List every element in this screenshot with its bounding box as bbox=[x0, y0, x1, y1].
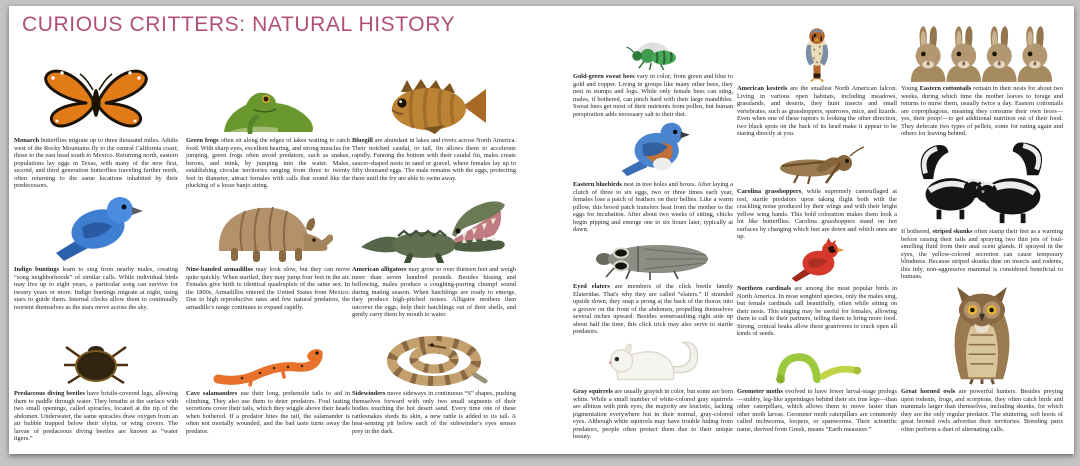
caption-lead: Monarch bbox=[14, 137, 40, 144]
caption-lead: Great horned owls bbox=[901, 388, 956, 395]
caption-body: are members of the click beetle family Elateridae. That's why they are called “elaters.” If stranded upside down, they snap a prong at the back of the thorax into a groove on the front of the abdomen, propelling themselves several inches upward. Besides somersaulting right side up about half the time, this click trick may also serve to startle predators. bbox=[573, 283, 734, 336]
caption-lead: Cave salamanders bbox=[186, 390, 238, 397]
entry-caption bbox=[901, 85, 1063, 138]
entry-caption bbox=[352, 390, 516, 435]
american-alligator-image bbox=[352, 188, 516, 263]
caption-lead: striped skunks bbox=[932, 228, 973, 235]
caption-lead: Gray squirrels bbox=[573, 388, 613, 395]
caption-body: butterflies migrate up to three thousand miles. Adults west of the Rocky Mountains fly to the central California coast; those to the east head south to Mexico. Returning north, eastern populations lay eggs in Texas, with many of the new first, second, and third generation butterflies traveling farther north, often returning to the same locations inhabited by their predecessors. bbox=[14, 137, 178, 190]
entry-caption bbox=[901, 388, 1063, 433]
entry-caption bbox=[14, 266, 178, 311]
entry-eyed-elaters bbox=[573, 230, 733, 336]
striped-skunks-image bbox=[901, 134, 1063, 225]
entry-monarch bbox=[14, 48, 178, 190]
entry-armadillos bbox=[186, 188, 350, 311]
entry-caption bbox=[737, 188, 897, 241]
caption-body: , while supremely camouflaged at rest, startle predators upon taking flight both with the crackling noise produced by their wings and with their bright yellow wing bands. This bold coloration makes them look a lot like butterflies. Carolina grasshoppers stand on hot surfaces by changing which feet are down and which ones are up. bbox=[737, 188, 898, 241]
entry-bluegill bbox=[352, 48, 516, 182]
caption-body: have bristle-covered legs, allowing them to paddle through water. They breathe at the surface with two small openings, called spiracles, located at the tip of the abdomen. Underwater, the same spiracles draw oxygen from an air bubble trapped below their elytra, or wing covers. The larvae of predaceous diving beetles are known as “water tigers.” bbox=[14, 390, 178, 443]
american-kestrel-image bbox=[737, 26, 897, 82]
caption-body: are powerful hunters. Besides preying upon rodents, frogs, and scorpions, they often catch birds and mammals larger than themselves, including skunks, for which they are the only regular predator. The stuttering, soft hoots of great horned owls advertise their territories. Breeding pairs often perform a duet of alternating calls. bbox=[901, 388, 1064, 433]
caption-pre: Young bbox=[901, 85, 920, 92]
entry-sweat-bees bbox=[573, 38, 733, 118]
caption-body: often sit along the edges of lakes waiting to catch food. With sharp eyes, excellent hearing, and strong muscles for jumping, green frogs often avoid predators, such as snakes, herons, and mink, by jumping into the water. Males, establishing circular territories ranging from three to twenty feet in diameter, attract females with calls that sound like the plucking of a loose banjo string. bbox=[186, 137, 350, 190]
entry-caption bbox=[186, 390, 350, 435]
carolina-grasshopper-image bbox=[737, 138, 897, 185]
caption-lead: Geometer moths bbox=[737, 388, 783, 395]
entry-indigo-buntings bbox=[14, 188, 178, 311]
caption-body: are among the most popular birds in North America. In most songbird species, only the males sing, but female cardinals call beautifully, often while sitting on their nests. This singing may be useful for females, allowing them to call to their partners, telling them to bring more food. Strong, conical beaks allow these granivores to crack open all kinds of seeds. bbox=[737, 285, 897, 338]
monarch-butterfly-image bbox=[14, 48, 178, 134]
caption-lead: Eastern bluebirds bbox=[573, 181, 622, 188]
entry-caption bbox=[737, 285, 897, 338]
entry-caption bbox=[737, 388, 897, 433]
entry-caption bbox=[14, 390, 178, 443]
entry-green-frogs bbox=[186, 48, 350, 190]
entry-caption bbox=[573, 73, 733, 118]
caption-lead: American alligators bbox=[352, 266, 407, 273]
caption-lead: Bluegill bbox=[352, 137, 373, 144]
entry-cottontails bbox=[901, 24, 1063, 138]
caption-body: learn to sing from nearby males, creating “song neighborhoods” of similar calls. While individual birds may live up to eight years, a particular song can survive for twenty years or more. Indigo buntings migrate at night, using stars to guide them. Internal clocks allow them to continually reorient themselves as the stars move across the sky. bbox=[14, 266, 178, 311]
entry-cave-salamanders bbox=[186, 312, 350, 435]
caption-body: often stamp their feet as a warning before raising their tails and spraying two thin jets of foul-smelling fluid from their anal scent glands. If sprayed in the eyes, the yellow-colored secretion can cause temporary blindness. Because striped skunks dine on insects and rodents, this tidy, non-aggressive mammal is considered beneficial to humans. bbox=[901, 228, 1063, 281]
eyed-elater-beetle-image bbox=[573, 230, 733, 280]
caption-body: move sideways in continuous “S” shapes, pushing themselves forward with only two small segments of their bodies touching the hot desert sand. Every time one of these rattlesnakes sheds its skin, a new rattle is added to its tail. A heat-sensing pit below each of the sidewinder's eyes senses prey in the dark. bbox=[352, 390, 516, 435]
caption-lead: Eyed elaters bbox=[573, 283, 610, 290]
caption-body: use their long, prehensile tails to aid in climbing. They also use them to deter predators. Foul tasting secretions cover their tails, which they wiggle above their heads when bothered. If a predator bites the tail, the salamander is often not mortally wounded, and the bad taste turns away the predator. bbox=[186, 390, 350, 435]
entry-caption bbox=[573, 283, 733, 336]
entry-skunks bbox=[901, 134, 1063, 281]
caption-pre: If bothered, bbox=[901, 228, 933, 235]
eastern-cottontail-rabbits-image bbox=[901, 24, 1063, 82]
entry-caption bbox=[186, 266, 350, 311]
caption-body: may grow to over thirteen feet and weigh more than seven hundred pounds. Besides hissing and bellowing, males produce a coughing-purring chumpf sound during mating season. When hatchlings are ready to emerge, they produce high-pitched noises. Alligator mothers then uncover the eggs, help their hatchlings out of their shells, and gently carry them by mouth to water. bbox=[352, 266, 516, 319]
caption-body: vary in color, from green and blue to gold and copper. Living in groups like many other bees, they nest in stumps and logs. While only female bees can sting, males, if bothered, can pinch hard with their large mandibles. Sweat bees get most of their nutrients from pollen, but human perspiration adds necessary salt to their diet. bbox=[573, 73, 733, 118]
caption-lead: Green frogs bbox=[186, 137, 219, 144]
caption-lead: Predaceous diving beetles bbox=[14, 390, 85, 397]
entry-sidewinders bbox=[352, 312, 516, 435]
entry-caption bbox=[573, 181, 733, 234]
entry-kestrels bbox=[737, 26, 897, 138]
entry-diving-beetles bbox=[14, 312, 178, 443]
northern-cardinal-image bbox=[737, 236, 897, 282]
gold-green-sweat-bee-image bbox=[573, 38, 733, 70]
entry-caption bbox=[901, 228, 1063, 281]
great-horned-owl-image bbox=[901, 282, 1063, 385]
caption-lead: Nine-banded armadillos bbox=[186, 266, 254, 273]
eastern-bluebird-image bbox=[573, 118, 733, 178]
caption-lead: Indigo buntings bbox=[14, 266, 59, 273]
entry-bluebirds bbox=[573, 118, 733, 234]
green-frog-image bbox=[186, 48, 350, 134]
entry-geometer-moths bbox=[737, 336, 897, 433]
caption-lead: Carolina grasshoppers bbox=[737, 188, 802, 195]
nine-banded-armadillo-image bbox=[186, 188, 350, 263]
white-gray-squirrel-image bbox=[573, 334, 733, 385]
entry-caption bbox=[737, 85, 897, 138]
entry-caption bbox=[186, 137, 350, 190]
caption-body: are the smallest North American falcon. Living in various open habitats, including meadows, grasslands, and deserts, they hunt insects and small vertebrates, such as grasshoppers, sparrows, mice, and lizards. Even when one of these raptors is looking the other direction, two black spots on the back of its head make it appear to be staring directly at you. bbox=[737, 85, 897, 138]
entry-caption bbox=[352, 266, 516, 319]
entry-caption bbox=[14, 137, 178, 190]
entry-cardinals bbox=[737, 236, 897, 338]
cave-salamander-image bbox=[186, 312, 350, 387]
caption-body: remain in their nests for about two weeks, during which time the mother leaves to forage and returns to nurse them, usually twice a day. Eastern cottontails are coprophagous, meaning they consume their own feces—yes, their poop!—to get additional nutrition out of their food. They defecate two types of pellets, some for eating again and others for leaving behind. bbox=[901, 85, 1064, 138]
entry-horned-owls bbox=[901, 282, 1063, 433]
entry-grasshoppers bbox=[737, 138, 897, 241]
sidewinder-rattlesnake-image bbox=[352, 312, 516, 387]
caption-body: nest in tree holes and boxes. After laying a clutch of three to six eggs, two or three times each year, females lose a patch of feathers on their bellies. Like a warm pillow, this brood patch transfers heat from the mother to the eggs for incubation. After about two weeks of sitting, chicks begin pipping and emerge one to six hours later, typically at dawn. bbox=[573, 181, 733, 234]
caption-body: may look slow, but they can move quite quickly. When startled, they may jump four feet in the air. Females give birth to identical quadruplets of the same sex. In the 1800s, Armadillos entered the United States from Mexico. Due to high reproductive rates and few natural predators, the armadillo's range continues to expand rapidly. bbox=[186, 266, 350, 311]
bluegill-fish-image bbox=[352, 48, 516, 134]
caption-body: evolved to have fewer larval-stage prolegs—stubby, leg-like appendages behind their six true legs—than other caterpillars, which allows them to move faster than other moth larvae. Geometer moth caterpillars are commonly called inchworms, loopers, or spanworms. Their scientific name, derived from Greek, means “Earth measurer.” bbox=[737, 388, 897, 433]
caption-lead: Eastern cottontails bbox=[919, 85, 972, 92]
indigo-bunting-image bbox=[14, 188, 178, 263]
caption-lead: Northern cardinals bbox=[737, 285, 792, 292]
entry-caption bbox=[573, 388, 733, 441]
caption-lead: Sidewinders bbox=[352, 390, 386, 397]
page-title: CURIOUS CRITTERS: NATURAL HISTORY bbox=[22, 13, 456, 36]
entry-alligators bbox=[352, 188, 516, 319]
entry-caption bbox=[352, 137, 516, 182]
caption-lead: American kestrels bbox=[737, 85, 788, 92]
caption-body: are abundant in lakes and rivers across North America. Their notched caudal, or tail, fin allows them to accelerate rapidly. Fanning the bottom with their caudal fin, males create saucer-shaped nests in sand or gravel, where females lay up to fifty thousand eggs. The male remains with the eggs, protecting them until the fry are able to swim away. bbox=[352, 137, 516, 182]
caption-body: are usually grayish in color, but some are born white. While a small number of white-colored gray squirrels are albinos with pink eyes, the majority are leucistic, lacking pigmentation everywhere but in their normal, gray-colored eyes. Although white squirrels may have trouble hiding from predators, people often protect them due to their unique beauty. bbox=[573, 388, 733, 441]
predaceous-diving-beetle-image bbox=[14, 312, 178, 387]
entry-gray-squirrels bbox=[573, 334, 733, 441]
geometer-moth-caterpillars-image bbox=[737, 336, 897, 385]
caption-lead: Gold-green sweat bees bbox=[573, 73, 635, 80]
